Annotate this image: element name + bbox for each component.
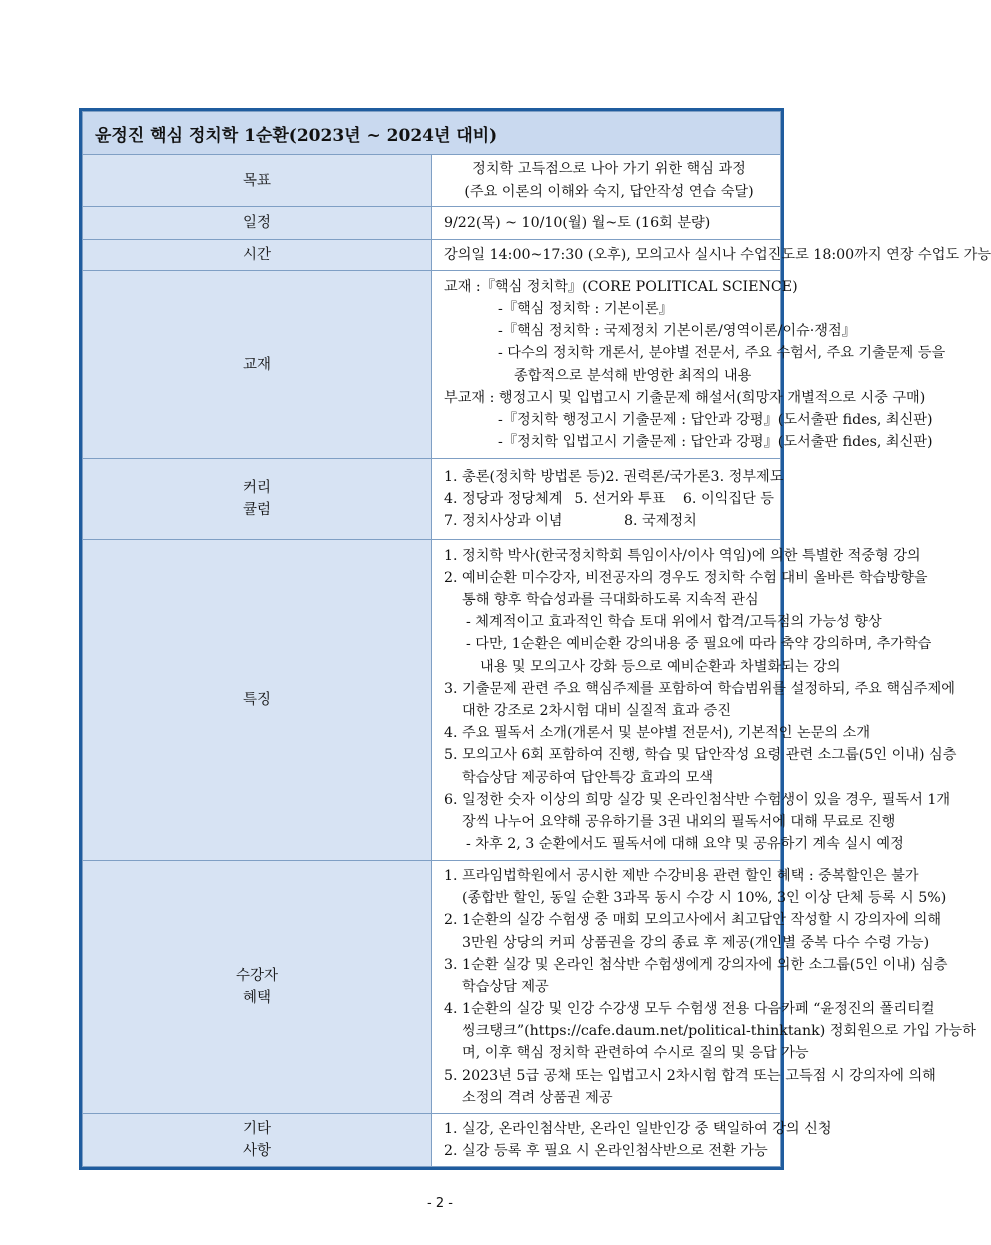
textbook-line: 교재 :『핵심 정치학』(CORE POLITICAL SCIENCE): [444, 278, 798, 295]
feature-line: 3. 기출문제 관련 주요 핵심주제를 포함하여 학습범위를 설정하되, 주요 핵심주제에: [444, 680, 955, 697]
textbook-label: 교재: [83, 271, 432, 459]
schedule-content: 9/22(목) ~ 10/10(월) 월~토 (16회 분량): [432, 207, 781, 240]
curriculum-row: [444, 466, 784, 488]
page-number: - 2 -: [427, 1196, 453, 1211]
curriculum-label-line: 큘럼: [242, 502, 271, 518]
feature-line: 4. 주요 필독서 소개(개론서 및 분야별 전문서), 기본적인 논문의 소개: [444, 725, 871, 742]
textbook-line: 부교재 : 행정고시 및 입법고시 기출문제 해설서(희망자 개별적으로 시중 구매): [444, 389, 926, 406]
table-title: 윤정진 핵심 정치학 1순환(2023년 ~ 2024년 대비): [83, 112, 781, 155]
course-info-table: [82, 111, 991, 1167]
etc-label-line: 사항: [242, 1143, 271, 1159]
benefits-label-line: 혜택: [242, 990, 271, 1006]
feature-line: - 체계적이고 효과적인 학습 토대 위에서 합격/고득점의 가능성 향상: [466, 614, 882, 631]
features-label: 특징: [83, 540, 432, 861]
goal-label: 목표: [83, 155, 432, 207]
benefit-line: 5. 2023년 5급 공채 또는 입법고시 2차시험 합격 또는 고득점 시 강의자에 의해: [444, 1067, 936, 1084]
benefits-label: [83, 861, 432, 1114]
textbook-line: - 다수의 정치학 개론서, 분야별 전문서, 주요 수험서, 주요 기출문제 등을: [498, 345, 946, 362]
time-content: 강의일 14:00~17:30 (오후), 모의고사 실시나 수업진도로 18:00까지 연장 수업도 가능: [432, 240, 781, 271]
course-info-table-frame: [79, 108, 991, 1170]
benefit-line: 소정의 격려 상품권 제공: [462, 1089, 613, 1106]
curriculum-item: 6. 이익집단 등: [682, 490, 774, 507]
feature-line: 1. 정치학 박사(한국정치학회 특임이사/이사 역임)에 의한 특별한 적중형 강의: [444, 547, 921, 564]
curriculum-item: 8. 국제정치: [624, 513, 697, 530]
textbook-line: 종합적으로 분석해 반영한 최적의 내용: [514, 367, 752, 384]
etc-label: [83, 1114, 432, 1167]
benefit-line: 3. 1순환 실강 및 온라인 첨삭반 수험생에게 강의자에 의한 소그룹(5인 이내) 심층: [444, 956, 948, 973]
benefits-label-line: 수강자: [235, 967, 279, 984]
curriculum-item: 5. 선거와 투표: [574, 490, 666, 507]
etc-line: 1. 실강, 온라인첨삭반, 온라인 일반인강 중 택일하여 강의 신청: [444, 1120, 832, 1137]
textbook-content: [432, 271, 946, 459]
benefit-line: 2. 1순환의 실강 수험생 중 매회 모의고사에서 최고답안 작성할 시 강의자에 의해: [444, 912, 942, 929]
feature-line: 통해 향후 학습성과를 극대화하도록 지속적 관심: [462, 592, 759, 609]
etc-label-line: 기타: [242, 1120, 271, 1137]
feature-line: - 차후 2, 3 순환에서도 필독서에 대해 요약 및 공유하기 계속 실시 예정: [466, 836, 904, 853]
etc-content: [432, 1114, 832, 1167]
feature-line: 5. 모의고사 6회 포함하여 진행, 학습 및 답안작성 요령 관련 소그룹(5인 이내) 심층: [444, 747, 957, 764]
curriculum-item: 4. 정당과 정당체계: [444, 490, 563, 507]
etc-line: 2. 실강 등록 후 필요 시 온라인첨삭반으로 전환 가능: [444, 1143, 768, 1159]
benefit-line: 학습상담 제공: [462, 978, 549, 995]
goal-line: 정치학 고득점으로 나아 가기 위한 핵심 과정: [472, 161, 746, 178]
benefits-content: [432, 861, 976, 1114]
curriculum-row: [444, 510, 774, 532]
feature-line: 장씩 나누어 요약해 공유하기를 3권 내외의 필독서에 대해 무료로 진행: [462, 813, 896, 830]
textbook-line: -『정치학 입법고시 기출문제 : 답안과 강평』(도서출판 fides, 최신판): [498, 434, 933, 451]
benefit-line: 씽크탱크”(https://cafe.daum.net/political-thinktank) 정회원으로 가입 가능하: [462, 1023, 976, 1040]
curriculum-label-line: 커리: [242, 479, 271, 496]
curriculum-item: 2. 권력론/국가론: [605, 468, 711, 485]
goal-content: [432, 155, 781, 207]
feature-line: - 다만, 1순환은 예비순환 강의내용 중 필요에 따라 축약 강의하며, 추가학습: [466, 636, 932, 653]
textbook-line: -『정치학 행정고시 기출문제 : 답안과 강평』(도서출판 fides, 최신판): [498, 411, 933, 428]
benefit-line: 3만원 상당의 커피 상품권을 강의 종료 후 제공(개인별 중복 다수 수령 가능): [462, 934, 930, 951]
feature-line: 학습상담 제공하여 답안특강 효과의 모색: [462, 769, 714, 786]
feature-line: 내용 및 모의고사 강화 등으로 예비순환과 차별화되는 강의: [480, 658, 841, 675]
schedule-label: 일정: [83, 207, 432, 240]
feature-line: 2. 예비순환 미수강자, 비전공자의 경우도 정치학 수험 대비 올바른 학습방향을: [444, 569, 928, 586]
feature-line: 대한 강조로 2차시험 대비 실질적 효과 증진: [462, 703, 732, 719]
curriculum-row: [444, 488, 774, 510]
textbook-line: -『핵심 정치학 : 국제정치 기본이론/영역이론/이슈·쟁점』: [498, 323, 856, 340]
benefit-line: 며, 이후 핵심 정치학 관련하여 수시로 질의 및 응답 가능: [462, 1045, 809, 1062]
curriculum-item: 7. 정치사상과 이념: [444, 513, 563, 530]
curriculum-item: 1. 총론(정치학 방법론 등): [444, 468, 606, 485]
feature-line: 6. 일정한 숫자 이상의 희망 실강 및 온라인첨삭반 수험생이 있을 경우, 필독서 1개: [444, 791, 951, 808]
textbook-line: -『핵심 정치학 : 기본이론』: [498, 300, 673, 317]
features-content: [432, 540, 957, 861]
time-label: 시간: [83, 240, 432, 271]
curriculum-label: [83, 459, 432, 540]
curriculum-item: 3. 정부제도: [710, 468, 784, 485]
benefit-line: 4. 1순환의 실강 및 인강 수강생 모두 수험생 전용 다음카페 “윤정진의 폴리티컬: [444, 1001, 935, 1018]
benefit-line: 1. 프라임법학원에서 공시한 제반 수강비용 관련 할인 혜택 : 중복할인은 불가: [444, 867, 919, 884]
benefit-line: (종합반 할인, 동일 순환 3과목 동시 수강 시 10%, 3인 이상 단체 등록 시 5%): [462, 890, 947, 907]
curriculum-content: [432, 459, 784, 540]
goal-line: (주요 이론의 이해와 숙지, 답안작성 연습 숙달): [464, 183, 754, 200]
